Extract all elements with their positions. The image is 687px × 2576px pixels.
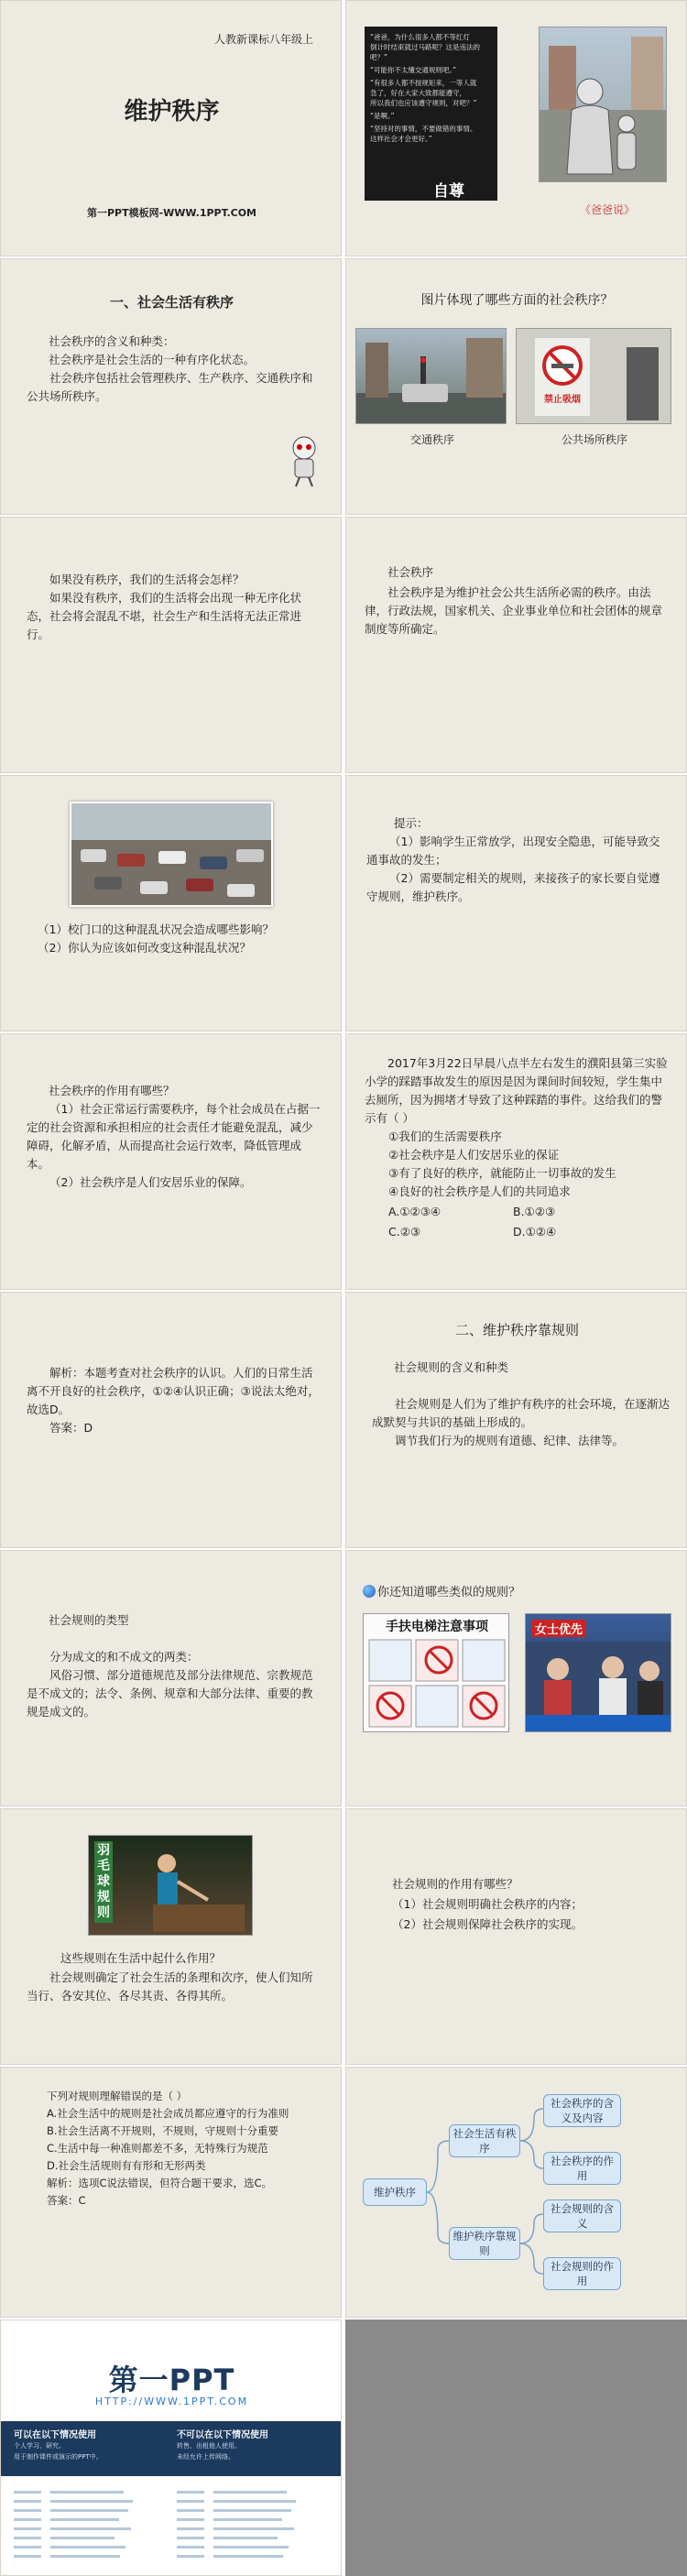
slide7-line: （1）影响学生正常放学，出现安全隐患，可能导致交通事故的发生；	[366, 835, 660, 867]
slide-similar-rules[interactable]	[345, 1550, 687, 1806]
footer-label: 第一PPT模板网-WWW.1PPT.COM	[86, 207, 257, 219]
slide16-option: B.社会生活离不开规则，不规则，守规则十分重要	[47, 2124, 279, 2137]
street-photo	[539, 27, 667, 182]
slide-hint[interactable]	[345, 775, 687, 1031]
slide16-option: A.社会生活中的规则是社会成员都应遵守的行为准则	[47, 2107, 289, 2120]
slide-question-pictures[interactable]	[345, 258, 687, 515]
quote-line: “是啊。”	[370, 112, 395, 120]
slide-order-role[interactable]	[0, 1033, 342, 1290]
slide16-question: 下列对规则理解错误的是（ ）	[47, 2090, 188, 2102]
slide16-answer: 答案：C	[47, 2194, 86, 2207]
caption-traffic: 交通秩序	[410, 433, 455, 446]
no-smoking-icon	[517, 329, 671, 424]
slide9-item: ④良好的社会秩序是人们的共同追求	[388, 1184, 571, 1198]
slide-title[interactable]	[0, 0, 342, 257]
mindmap-branch-order: 社会生活有秩序	[449, 2124, 520, 2157]
slide8-title: 社会秩序的作用有哪些？	[49, 1084, 175, 1097]
quote-dark-panel	[365, 27, 497, 201]
cartoon-robot-icon	[281, 433, 327, 488]
slide9-item: ③有了良好的秩序，就能防止一切事故的发生	[388, 1166, 616, 1180]
slide16-option: C.生活中每一种准则都差不多，无特殊行为规范	[47, 2142, 268, 2155]
mindmap-leaf: 社会秩序的含义及内容	[543, 2094, 621, 2127]
slide2-line: 社会秩序包括社会管理秩序、生产秩序、交通秩序和公共场所秩序。	[27, 371, 313, 403]
no-smoking-photo	[516, 328, 671, 424]
brand-logo: 第一PPT	[108, 2363, 235, 2397]
slide7-line: （2）需要制定相关的规则，来接孩子的家长要自觉遵守规则，维护秩序。	[366, 871, 660, 903]
quote-line: “有很多人都不按规矩来，一等人就	[370, 79, 477, 87]
brand-url[interactable]: HTTP://WWW.1PPT.COM	[94, 2396, 249, 2407]
mindmap-leaf: 社会规则的作用	[543, 2257, 621, 2290]
crowd-scene-icon	[71, 803, 273, 907]
slide8-line: （1）社会正常运行需要秩序，每个社会成员在占据一定的社会资源和承担相应的社会责任才能避免混乱，减少障碍，化解矛盾，从而提高社会运行效率，降低管理成本。	[27, 1102, 321, 1171]
option-b: B.①②③	[513, 1205, 556, 1218]
slide-quote[interactable]	[345, 0, 687, 257]
slide-quiz-stampede[interactable]	[345, 1033, 687, 1290]
question-heading	[363, 1584, 520, 1602]
slide6-q2: （2）你认为应该如何改变这种混乱状况？	[38, 941, 251, 955]
slide-order-definition[interactable]	[345, 517, 687, 773]
can-use-line: 用于制作课件或演示的PPT中。	[14, 2453, 103, 2461]
mindmap-leaf: 社会秩序的作用	[543, 2152, 621, 2185]
slide12-line: 分为成文的和不成文的两类：	[49, 1650, 199, 1664]
option-c: C.②③	[388, 1225, 421, 1239]
mindmap-leaf: 社会规则的含义	[543, 2199, 621, 2232]
escalator-rules-icons	[367, 1638, 507, 1730]
link-list-placeholder	[14, 2487, 330, 2570]
quote-line: 急了，好在大家大致都能遵守，	[370, 89, 466, 97]
option-d: D.①②④	[513, 1225, 557, 1239]
parent-child-illustration	[540, 27, 667, 182]
slide12-title: 社会规则的类型	[49, 1613, 129, 1627]
slide10-analysis: 解析：本题考查对社会秩序的认识。人们的日常生活离不开良好的社会秩序，①②④认识正确；③说法太绝对，故选D。	[27, 1366, 320, 1416]
slide11-line: 社会规则是人们为了维护有秩序的社会环境，在逐渐达成默契与共识的基础上形成的。	[372, 1397, 671, 1429]
slide15-line: （1）社会规则明确社会秩序的内容；	[392, 1897, 583, 1911]
player-icon	[116, 1836, 253, 1936]
mindmap-branch-rules: 维护秩序靠规则	[449, 2227, 520, 2260]
slide2-line: 社会秩序的含义和种类：	[49, 334, 175, 348]
mindmap-root: 维护秩序	[363, 2178, 427, 2206]
section-heading: 一、社会生活有秩序	[109, 294, 234, 311]
slide-social-order[interactable]	[0, 258, 342, 515]
usage-panel	[1, 2421, 342, 2476]
cannot-use-line: 转售、出租他人使用。	[177, 2442, 241, 2450]
quote-line: “坚持对的事情，不要做错的事情。	[370, 125, 477, 133]
slide-rules[interactable]	[345, 1292, 687, 1548]
quote-line: 这样社会才会更好。”	[370, 135, 432, 143]
quote-line: 所以我们也应该遵守规则，对吧？”	[370, 99, 477, 107]
slide15-line: （2）社会规则保障社会秩序的实现。	[392, 1917, 583, 1931]
brand-banner[interactable]	[0, 2319, 342, 2576]
tv-title: 女士优先	[531, 1620, 586, 1637]
badminton-photo	[88, 1835, 253, 1936]
slide10-answer: 答案：D	[49, 1421, 93, 1435]
quote-line: “爸爸，为什么很多人都不等红灯	[370, 33, 470, 41]
can-use-line: 个人学习、研究。	[14, 2442, 65, 2450]
slide11-title: 社会规则的含义和种类	[394, 1360, 509, 1374]
slide14-answer: 社会规则确定了社会生活的条理和次序，使人们知所当行、各安其位、各尽其责、各得其所。	[27, 1970, 313, 2003]
slide-without-order[interactable]	[0, 517, 342, 773]
slide-school-gate[interactable]	[0, 775, 342, 1031]
quote-text	[370, 32, 493, 144]
slide-rule-role[interactable]	[345, 1808, 687, 2065]
slide15-title: 社会规则的作用有哪些？	[392, 1877, 518, 1891]
caption-public: 公共场所秩序	[562, 433, 628, 446]
caption-red: 《爸爸说》	[580, 203, 636, 216]
slide5-body: 社会秩序是为维护社会公共生活所必需的秩序。由法律，行政法规，国家机关、企业事业单位和社会团体的规章制度等所确定。	[365, 585, 663, 636]
slide4-answer: 如果没有秩序，我们的生活将会出现一种无序化状态，社会将会混乱不堪，社会生产和生活将无法正常进行。	[27, 591, 302, 641]
slide9-item: ②社会秩序是人们安居乐业的保证	[388, 1148, 560, 1162]
can-use-title: 可以在以下情况使用	[14, 2430, 96, 2440]
slide11-line: 调节我们行为的规则有道德、纪律、法律等。	[395, 1434, 625, 1447]
tv-screenshot	[525, 1613, 671, 1732]
crowd-bus-icon	[526, 1642, 671, 1732]
option-a: A.①②③④	[388, 1205, 442, 1218]
poster-title: 手扶电梯注意事项	[386, 1620, 488, 1634]
slide6-q1: （1）校门口的这种混乱状况会造成哪些影响？	[38, 922, 274, 936]
quote-line: “可能你不太懂交通规则吧。”	[370, 66, 457, 74]
slide14-question: 这些规则在生活中起什么作用？	[60, 1951, 222, 1965]
slide8-line: （2）社会秩序是人们安居乐业的保障。	[49, 1175, 252, 1189]
page-title: 维护秩序	[124, 98, 220, 126]
slide4-question: 如果没有秩序，我们的生活将会怎样？	[49, 573, 245, 586]
edition-label: 人教新课标八年级上	[213, 33, 313, 46]
slide-analysis[interactable]	[0, 1292, 342, 1548]
slide-quiz-rules[interactable]	[0, 2067, 342, 2318]
slide-mindmap[interactable]	[345, 2067, 687, 2318]
question-text: 你还知道哪些类似的规则？	[377, 1586, 521, 1599]
slide12-line: 风俗习惯、部分道德规范及部分法律规范、宗教规范是不成文的；法令、条例、规章和大部分法律、重要的教规是成文的。	[27, 1668, 313, 1719]
globe-icon	[363, 1585, 376, 1598]
slide16-option: D.社会生活规则有有形和无形两类	[47, 2159, 206, 2172]
school-gate-photo	[70, 802, 273, 907]
traffic-scene-icon	[356, 329, 507, 424]
slide16-analysis: 解析：选项C说法错误，但符合题干要求，选C。	[47, 2177, 273, 2189]
escalator-poster	[363, 1613, 509, 1732]
cannot-use-line: 未经允许上传网络。	[177, 2453, 234, 2461]
slide7-title: 提示：	[394, 816, 429, 830]
slide-rule-types[interactable]	[0, 1550, 342, 1806]
slide9-question: 2017年3月22日早晨八点半左右发生的濮阳县第三实验小学的踩踏事故发生的原因是因为课间时间较短，学生集中去厕所，因为拥堵才导致了这种踩踏的事件。这给我们的警示有（ ）	[365, 1056, 668, 1125]
section-heading: 二、维护秩序靠规则	[454, 1322, 579, 1338]
slide5-title: 社会秩序	[387, 565, 434, 579]
slide9-item: ①我们的生活需要秩序	[388, 1130, 502, 1143]
traffic-photo	[355, 328, 507, 424]
slide-badminton[interactable]	[0, 1808, 342, 2065]
badminton-rules-label: 羽毛球规则	[94, 1841, 113, 1923]
slide2-line: 社会秩序是社会生活的一种有序化状态。	[49, 353, 256, 366]
no-smoking-sign-text: 禁止吸烟	[544, 395, 581, 405]
quote-line: 倒计时结束就过马路呢？这是违法的吧？”	[370, 43, 480, 61]
cannot-use-title: 不可以在以下情况使用	[177, 2430, 268, 2440]
empty-gray-panel	[345, 2319, 687, 2576]
question-heading: 图片体现了哪些方面的社会秩序？	[420, 293, 614, 308]
sign-text: 自尊	[433, 182, 464, 201]
